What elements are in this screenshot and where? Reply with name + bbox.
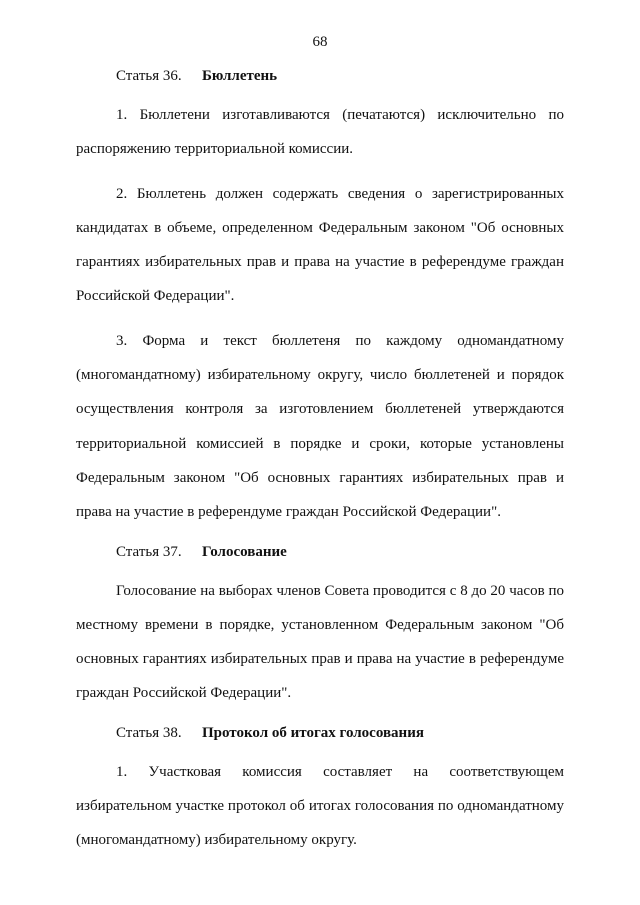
paragraph: 2. Бюллетень должен содержать сведения о зарегистрированных кандидатах в объеме, определенном Федеральным законом "Об основных гарантиях избирательных прав и права на участие в референдуме граждан Российской Федерации". <box>76 185 564 305</box>
paragraph: 3. Форма и текст бюллетеня по каждому одномандатному (многомандатному) избирательному округу, число бюллетеней и порядок осуществления контроля за изготовлением бюллетеней утверждаются территориальной комиссией в порядке и сроки, которые установлены Федеральным законом "Об основных гарантиях избирательных прав и права на участие в референдуме граждан Российской Федерации". <box>76 332 564 521</box>
paragraph: 1. Бюллетени изготавливаются (печатаются) исключительно по распоряжению территориальной комиссии. <box>76 107 564 158</box>
article-title: Голосование <box>202 543 287 560</box>
article-title: Бюллетень <box>202 68 278 84</box>
article-36 <box>76 64 564 530</box>
article-number: Статья 36. <box>116 68 182 84</box>
article-37 <box>76 540 564 711</box>
article-title: Протокол об итогах голосования <box>202 724 424 741</box>
article-heading <box>76 721 564 745</box>
paragraph: Голосование на выборах членов Совета проводится с 8 до 20 часов по местному времени в порядке, установленном Федеральным законом "Об основных гарантиях избирательных прав и права на участие в референдуме граждан Российской Федерации". <box>76 582 564 702</box>
page-number: 68 <box>312 34 328 50</box>
article-number: Статья 37. <box>116 543 182 560</box>
article-heading <box>76 64 564 88</box>
article-heading <box>76 540 564 564</box>
document-body <box>76 64 564 868</box>
article-number: Статья 38. <box>116 724 182 741</box>
paragraph: 1. Участковая комиссия составляет на соответствующем избирательном участке протокол об итогах голосования по одномандатному (многомандатному) избирательному округу. <box>76 763 564 849</box>
article-38 <box>76 721 564 858</box>
